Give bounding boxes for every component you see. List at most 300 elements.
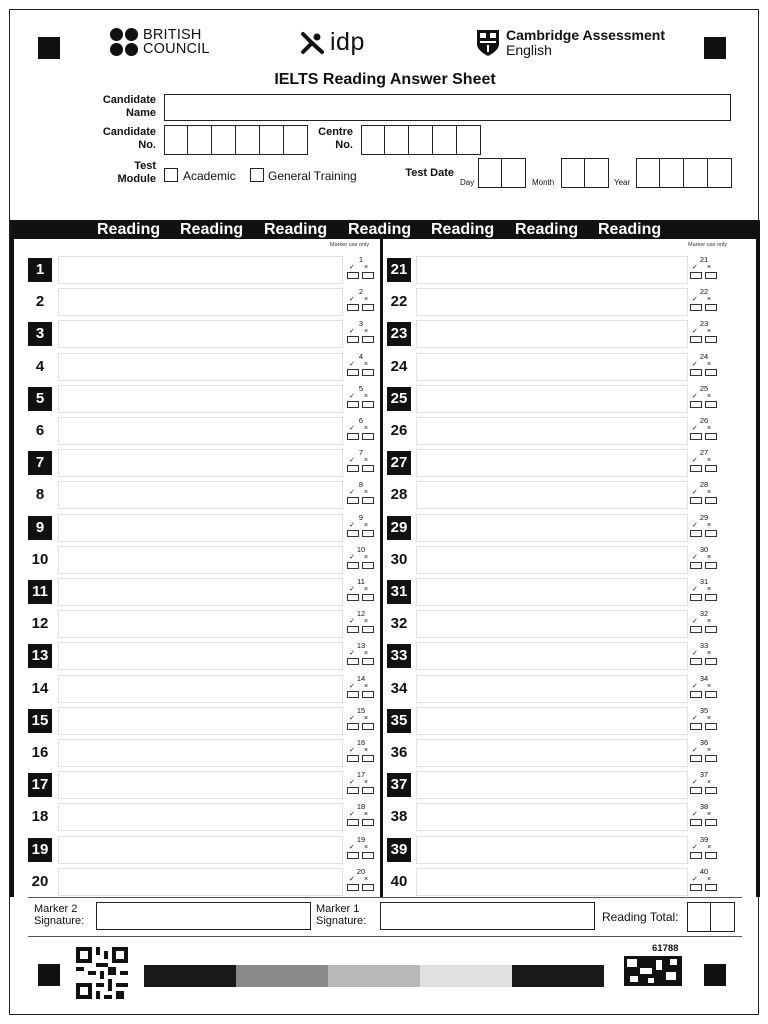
incorrect-box[interactable] [705,304,717,311]
answer-field[interactable] [58,675,343,703]
incorrect-box[interactable] [705,465,717,472]
cross-mark-icon: × [707,682,712,690]
marker-question-number: 20 [356,866,366,876]
question-number: 6 [35,422,45,439]
marker-tick-box [689,738,719,768]
incorrect-box[interactable] [362,369,374,376]
correct-box[interactable] [690,272,702,279]
correct-box[interactable] [690,755,702,762]
marker-tick-box [346,802,376,832]
check-mark-icon: ✓ [692,811,698,819]
shade-strip-4 [420,965,512,987]
question-number: 1 [28,258,52,282]
correct-box[interactable] [347,626,359,633]
incorrect-box[interactable] [362,658,374,665]
marker-question-number: 34 [699,673,709,683]
check-mark-icon: ✓ [692,489,698,497]
check-mark-icon: ✓ [692,586,698,593]
correct-box[interactable] [347,369,359,376]
answer-field[interactable] [416,675,688,703]
marker-question-number: 3 [358,319,364,329]
incorrect-box[interactable] [362,272,374,279]
correct-box[interactable] [347,852,359,859]
correct-box[interactable] [347,819,359,826]
answer-row [28,834,378,866]
answer-field[interactable] [416,642,688,670]
check-mark-icon: ✓ [349,392,355,400]
answer-field[interactable] [58,417,343,445]
check-mark-icon: ✓ [349,264,355,271]
incorrect-box[interactable] [705,272,717,279]
cross-mark-icon: × [707,747,712,754]
answer-field[interactable] [58,385,343,413]
incorrect-box[interactable] [705,530,717,537]
answer-field[interactable] [58,546,343,574]
incorrect-box[interactable] [705,562,717,569]
check-mark-icon: ✓ [349,360,355,368]
incorrect-box[interactable] [705,755,717,762]
correct-box[interactable] [690,336,702,343]
incorrect-box[interactable] [362,884,374,891]
answer-field[interactable] [416,417,688,445]
answer-row [28,447,378,479]
marker-tick-box [689,674,719,704]
idp-wordmark: idp [330,28,365,56]
incorrect-box[interactable] [705,852,717,859]
answer-field[interactable] [416,514,688,542]
cross-mark-icon: × [707,489,712,497]
answer-field[interactable] [416,707,688,735]
correct-box[interactable] [690,819,702,826]
marker-tick-box [346,384,376,414]
centre-no-boxes[interactable] [361,125,481,155]
answer-row [387,576,721,608]
cross-mark-icon: × [707,714,712,722]
marker-question-number: 27 [699,448,709,458]
answer-field[interactable] [58,449,343,477]
correct-box[interactable] [690,497,702,504]
answer-field[interactable] [416,739,688,767]
answer-field[interactable] [416,320,688,348]
marker2-signature-field[interactable] [96,902,311,930]
marker-tick-box [346,706,376,736]
cambridge-line2: English [506,42,552,58]
incorrect-box[interactable] [705,626,717,633]
incorrect-box[interactable] [705,723,717,730]
incorrect-box[interactable] [705,401,717,408]
answer-row [28,318,378,350]
answer-row [28,801,378,833]
check-mark-icon: ✓ [692,747,698,754]
answer-field[interactable] [58,288,343,316]
correct-box[interactable] [690,626,702,633]
candidate-no-boxes[interactable] [164,125,308,155]
incorrect-box[interactable] [705,336,717,343]
marker-question-number: 37 [699,770,709,780]
answer-field[interactable] [58,610,343,638]
cross-mark-icon: × [364,489,369,497]
question-number: 18 [31,808,49,826]
correct-box[interactable] [690,369,702,376]
reading-total-boxes[interactable] [687,902,735,932]
answer-field[interactable] [416,803,688,831]
answer-field[interactable] [58,803,343,831]
cross-mark-icon: × [707,425,712,432]
answer-field[interactable] [416,836,688,864]
check-mark-icon: ✓ [349,650,355,658]
answer-field[interactable] [58,320,343,348]
answer-row [387,286,721,318]
correct-box[interactable] [690,562,702,569]
answer-field[interactable] [58,836,343,864]
band-word: Reading [97,221,161,238]
question-number: 29 [387,516,411,540]
incorrect-box[interactable] [705,594,717,601]
check-mark-icon: ✓ [349,553,355,561]
british-council-line2: COUNCIL [143,41,210,57]
answer-field[interactable] [58,256,343,284]
answer-field[interactable] [416,288,688,316]
marker-question-number: 11 [357,577,365,586]
answer-row [28,544,378,576]
answer-row [28,640,378,672]
answer-field[interactable] [58,707,343,735]
check-mark-icon: ✓ [349,779,355,787]
check-mark-icon: ✓ [692,682,698,690]
answer-field[interactable] [58,514,343,542]
marker-question-number: 7 [358,448,364,458]
incorrect-box[interactable] [705,658,717,665]
answer-field[interactable] [58,353,343,381]
incorrect-box[interactable] [362,691,374,698]
answer-row [387,479,721,511]
incorrect-box[interactable] [362,755,374,762]
cross-mark-icon: × [707,779,712,787]
cross-mark-icon: × [707,586,712,593]
question-number: 10 [31,550,49,568]
marker-question-number: 2 [358,287,364,297]
idp-mark-icon [300,30,326,56]
answer-field[interactable] [58,578,343,606]
check-mark-icon: ✓ [692,779,698,787]
marker-question-number: 26 [699,416,709,425]
correct-box[interactable] [690,691,702,698]
answer-row [28,383,378,415]
check-mark-icon: ✓ [692,425,698,432]
academic-checkbox[interactable] [164,168,178,182]
general-training-checkbox[interactable] [250,168,264,182]
marker-tick-box [689,609,719,639]
marker-question-number: 23 [699,319,709,329]
answer-row [387,254,721,286]
marker-tick-box [346,577,376,607]
marker-tick-box [689,352,719,382]
sheet-title: IELTS Reading Answer Sheet [274,71,496,88]
month-boxes[interactable] [561,158,609,188]
answer-row [387,544,721,576]
answer-field[interactable] [416,449,688,477]
incorrect-box[interactable] [362,304,374,311]
month-label: Month [532,178,555,187]
marker-question-number: 35 [699,705,709,715]
answer-field[interactable] [416,868,688,896]
correct-box[interactable] [690,658,702,665]
academic-label: Academic [183,169,236,183]
answer-field[interactable] [416,385,688,413]
answer-row [387,351,721,383]
question-number: 5 [28,387,52,411]
candidate-name-label: Candidate Name [102,94,156,119]
correct-box[interactable] [347,787,359,794]
answer-field[interactable] [416,771,688,799]
marker-tick-box [689,835,719,865]
answer-row [28,286,378,318]
cross-mark-icon: × [364,779,369,787]
centre-no-label: Centre No. [318,126,353,151]
answer-row [387,673,721,705]
incorrect-box[interactable] [705,497,717,504]
band-word: Reading [348,221,412,238]
question-number: 34 [390,679,408,697]
question-number: 12 [31,615,49,633]
marker-tick-box [346,738,376,768]
incorrect-box[interactable] [705,884,717,891]
candidate-no-label: Candidate No. [102,126,156,151]
answer-field[interactable] [416,578,688,606]
cross-mark-icon: × [707,553,712,561]
incorrect-box[interactable] [705,787,717,794]
correct-box[interactable] [347,336,359,343]
marker-tick-box [689,480,719,510]
shade-strip-2 [236,965,328,987]
marker-question-number: 6 [358,416,364,425]
incorrect-box[interactable] [362,530,374,537]
cross-mark-icon: × [364,264,369,271]
marker-tick-box [346,287,376,317]
question-number: 31 [387,580,411,604]
incorrect-box[interactable] [362,433,374,440]
correct-box[interactable] [690,787,702,794]
marker-use-label-left: Marker use only [330,242,370,248]
marker-tick-box [689,577,719,607]
question-number: 7 [28,451,52,475]
correct-box[interactable] [690,401,702,408]
marker-question-number: 8 [358,480,364,490]
incorrect-box[interactable] [362,787,374,794]
answer-field[interactable] [58,868,343,896]
marker-question-number: 28 [699,480,709,490]
incorrect-box[interactable] [362,819,374,826]
answer-field[interactable] [416,610,688,638]
correct-box[interactable] [347,272,359,279]
cross-mark-icon: × [707,875,712,883]
check-mark-icon: ✓ [349,328,355,336]
marker-use-label-right: Marker use only [688,242,728,248]
incorrect-box[interactable] [362,562,374,569]
reading-total-label: Reading Total: [602,910,679,924]
cross-mark-icon: × [364,521,369,529]
marker-question-number: 38 [699,802,709,812]
cross-mark-icon: × [364,457,369,465]
marker-question-number: 1 [358,255,364,264]
incorrect-box[interactable] [362,626,374,633]
check-mark-icon: ✓ [692,392,698,400]
question-number: 2 [35,293,45,311]
answer-row [28,608,378,640]
cross-mark-icon: × [707,457,712,465]
check-mark-icon: ✓ [349,457,355,465]
band-word: Reading [431,221,495,238]
sheet-id-number: 61788 [652,943,679,954]
cross-mark-icon: × [364,650,369,658]
incorrect-box[interactable] [705,369,717,376]
incorrect-box[interactable] [362,852,374,859]
incorrect-box[interactable] [362,336,374,343]
answer-row [387,447,721,479]
incorrect-box[interactable] [362,594,374,601]
marker-question-number: 4 [358,351,364,361]
correct-box[interactable] [690,433,702,440]
incorrect-box[interactable] [362,465,374,472]
qr-code-icon [76,947,128,999]
marker-tick-box [689,706,719,736]
incorrect-box[interactable] [705,433,717,440]
question-number: 25 [387,387,411,411]
correct-box[interactable] [347,465,359,472]
check-mark-icon: ✓ [349,714,355,722]
answer-field[interactable] [416,256,688,284]
answer-row [387,769,721,801]
right-edge-bar [756,239,760,897]
answer-row [387,415,721,447]
question-number: 26 [390,422,408,439]
correct-box[interactable] [690,852,702,859]
answer-field[interactable] [416,353,688,381]
answer-row [28,769,378,801]
question-number: 38 [390,808,408,826]
correct-box[interactable] [347,594,359,601]
answer-row [387,512,721,544]
answer-row [387,834,721,866]
marker-question-number: 10 [356,544,366,554]
marker1-label: Marker 1 Signature: [316,903,367,927]
day-boxes[interactable] [478,158,526,188]
question-number: 40 [390,872,408,890]
incorrect-box[interactable] [362,723,374,730]
cross-mark-icon: × [707,843,712,851]
cross-mark-icon: × [707,296,712,304]
correct-box[interactable] [690,530,702,537]
correct-box[interactable] [690,465,702,472]
correct-box[interactable] [347,401,359,408]
marker-tick-box [689,255,719,285]
incorrect-box[interactable] [705,691,717,698]
answer-row [28,512,378,544]
check-mark-icon: ✓ [692,521,698,529]
marker-tick-box [689,545,719,575]
incorrect-box[interactable] [362,401,374,408]
marker-tick-box [346,867,376,897]
marker-tick-box [346,255,376,285]
correct-box[interactable] [690,723,702,730]
cross-mark-icon: × [707,392,712,400]
marker-question-number: 18 [356,802,366,812]
answer-row [387,608,721,640]
correct-box[interactable] [347,723,359,730]
marker-tick-box [346,352,376,382]
correct-box[interactable] [347,304,359,311]
marker-tick-box [689,802,719,832]
answer-field[interactable] [416,481,688,509]
correct-box[interactable] [347,530,359,537]
answer-field[interactable] [58,739,343,767]
incorrect-box[interactable] [705,819,717,826]
check-mark-icon: ✓ [349,843,355,851]
correct-box[interactable] [690,304,702,311]
registration-mark-top-right [704,37,726,59]
correct-box[interactable] [347,433,359,440]
cross-mark-icon: × [707,650,712,658]
answer-field[interactable] [416,546,688,574]
check-mark-icon: ✓ [692,875,698,883]
marker-question-number: 31 [699,577,709,586]
check-mark-icon: ✓ [349,618,355,626]
question-number: 22 [390,293,408,311]
correct-box[interactable] [347,691,359,698]
cross-mark-icon: × [364,360,369,368]
marker-question-number: 9 [358,512,364,522]
year-boxes[interactable] [636,158,732,188]
marker-tick-box [689,770,719,800]
candidate-name-field[interactable] [164,94,731,121]
british-council-dots-icon [110,28,138,56]
cambridge-line1: Cambridge Assessment [506,27,665,43]
british-council-logo [110,28,210,56]
correct-box[interactable] [347,884,359,891]
correct-box[interactable] [347,658,359,665]
answer-row [387,705,721,737]
answer-field[interactable] [58,481,343,509]
marker-tick-box [689,513,719,543]
check-mark-icon: ✓ [692,714,698,722]
correct-box[interactable] [690,594,702,601]
marker-tick-box [346,319,376,349]
british-council-line1: BRITISH [143,27,202,43]
correct-box[interactable] [347,562,359,569]
question-number: 21 [387,258,411,282]
registration-mark-top-left [38,37,60,59]
correct-box[interactable] [347,755,359,762]
footer-bottom-rule [28,936,742,937]
cross-mark-icon: × [364,682,369,690]
marker-question-number: 21 [699,255,709,264]
answer-field[interactable] [58,642,343,670]
answer-row [28,737,378,769]
correct-box[interactable] [347,497,359,504]
marker2-label: Marker 2 Signature: [34,903,85,927]
question-number: 24 [390,357,408,375]
marker-question-number: 25 [699,383,709,393]
cross-mark-icon: × [364,714,369,722]
marker-question-number: 16 [356,738,366,747]
correct-box[interactable] [690,884,702,891]
marker-question-number: 17 [356,770,366,780]
left-edge-bar [10,239,14,897]
shade-strip-5 [512,965,604,987]
marker1-signature-field[interactable] [380,902,595,930]
answer-field[interactable] [58,771,343,799]
incorrect-box[interactable] [362,497,374,504]
